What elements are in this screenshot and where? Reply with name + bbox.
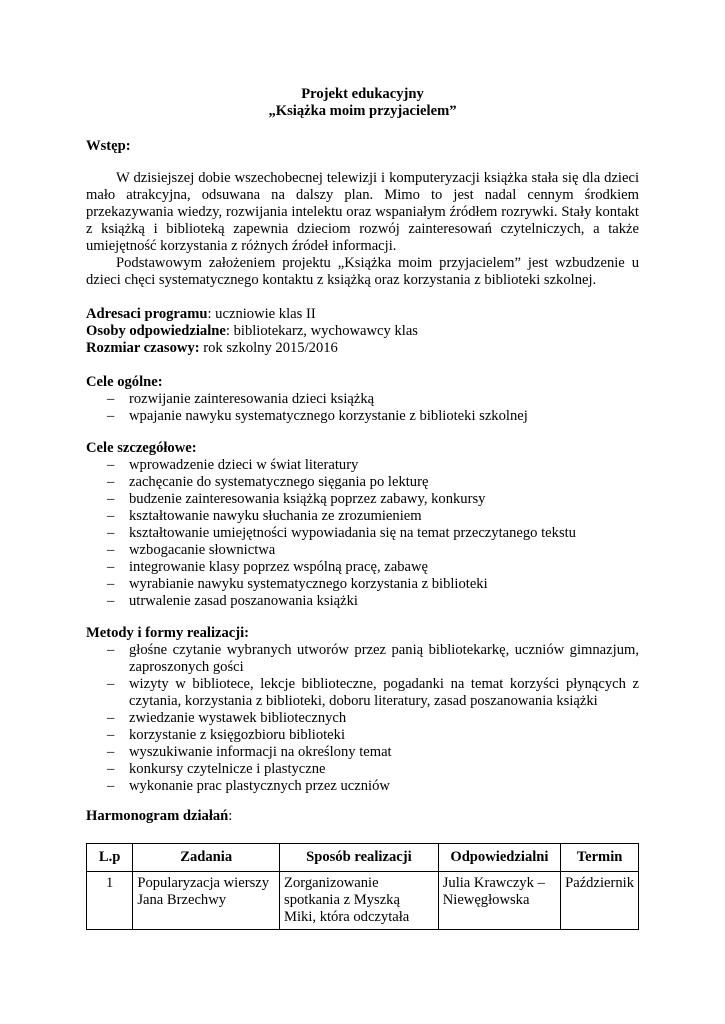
specific-goals-heading: Cele szczegółowe: <box>86 440 197 456</box>
list-item: – wprowadzenie dzieci w świat literatury <box>107 457 359 473</box>
column-header-tasks: Zadania <box>133 844 280 872</box>
schedule-heading-line <box>86 808 232 825</box>
dash-marker: – <box>107 761 115 777</box>
list-item: – wykonanie prac plastycznych przez uczniów <box>107 778 390 794</box>
time-label: Rozmiar czasowy: <box>86 340 200 356</box>
dash-marker: – <box>107 593 115 609</box>
list-item: – zachęcanie do systematycznego sięgania po lekturę <box>107 474 429 490</box>
column-header-responsible: Odpowiedzialni <box>438 844 560 872</box>
dash-marker: – <box>107 576 115 592</box>
list-item: – wyszukiwanie informacji na określony temat <box>107 744 392 760</box>
methods-list <box>86 642 639 795</box>
schedule-heading-colon: : <box>228 808 233 824</box>
cell-lp: 1 <box>87 872 133 930</box>
recipients-label: Adresaci programu <box>86 306 208 322</box>
dash-marker: – <box>107 559 115 575</box>
general-goals-heading: Cele ogólne: <box>86 374 163 390</box>
methods-heading: Metody i formy realizacji: <box>86 625 250 641</box>
list-item: – integrowanie klasy poprzez wspólną pracę, zabawę <box>107 559 429 575</box>
dash-marker: – <box>107 542 115 558</box>
dash-marker: – <box>107 710 115 726</box>
cell-term: Październik <box>561 872 639 930</box>
list-item: – kształtowanie nawyku słuchania ze zrozumieniem <box>107 508 422 524</box>
dash-marker: – <box>107 491 115 507</box>
list-item: – głośne czytanie wybranych utworów przez panią bibliotekarkę, uczniów gimnazjum, zaproszonych gości <box>107 642 639 675</box>
cell-task: Popularyzacja wierszy Jana Brzechwy <box>133 872 280 930</box>
recipients-line <box>86 306 316 323</box>
list-item: – zwiedzanie wystawek bibliotecznych <box>107 710 347 726</box>
dash-marker: – <box>107 391 115 407</box>
document-title-line1: Projekt edukacyjny <box>301 86 424 102</box>
list-item: – korzystanie z księgozbioru biblioteki <box>107 727 346 743</box>
responsible-line <box>86 323 418 340</box>
list-item: – rozwijanie zainteresowania dzieci książką <box>107 391 375 407</box>
recipients-value: : uczniowie klas II <box>207 306 316 322</box>
responsible-value: : bibliotekarz, wychowawcy klas <box>225 323 418 339</box>
schedule-heading: Harmonogram działań <box>86 808 229 824</box>
general-goals-list <box>86 391 639 425</box>
list-item: – budzenie zainteresowania książką poprzez zabawy, konkursy <box>107 491 486 507</box>
schedule-table <box>86 843 639 930</box>
dash-marker: – <box>107 525 115 541</box>
dash-marker: – <box>107 727 115 743</box>
dash-marker: – <box>107 408 115 424</box>
time-value: rok szkolny 2015/2016 <box>199 340 338 356</box>
list-item: – wzbogacanie słownictwa <box>107 542 276 558</box>
dash-marker: – <box>107 474 115 490</box>
list-item: – wizyty w bibliotece, lekcje biblioteczne, pogadanki na temat korzyści płynących z czytania, korzystania z biblioteki, doboru literatury, zasad poszanowania książki <box>107 676 639 709</box>
intro-paragraph-1: W dzisiejszej dobie wszechobecnej telewizji i komputeryzacji książka stała się dla dzieci mało atrakcyjna, odsuwana na dalszy plan. Mimo to jest nadal cennym środkiem przekazywania wiedzy, rozwijania intelektu oraz wspaniałym źródłem rozrywki. Stały kontakt z książką i biblioteką zapewnia dzieciom rozwój zainteresowań czytelniczych, a także umiejętność korzystania z różnych źródeł informacji. <box>86 170 639 254</box>
list-item: – wpajanie nawyku systematycznego korzystanie z biblioteki szkolnej <box>107 408 528 424</box>
responsible-label: Osoby odpowiedzialne <box>86 323 226 339</box>
column-header-term: Termin <box>561 844 639 872</box>
intro-paragraph-2: Podstawowym założeniem projektu „Książka moim przyjacielem” jest wzbudzenie u dzieci chęci systematycznego kontaktu z książką oraz korzystania z biblioteki szkolnej. <box>86 255 639 288</box>
document-title-line2: „Książka moim przyjacielem” <box>268 103 457 119</box>
list-item: – kształtowanie umiejętności wypowiadania się na temat przeczytanego tekstu <box>107 525 576 541</box>
time-line <box>86 340 338 357</box>
cell-responsible: Julia Krawczyk – Niewęgłowska <box>438 872 560 930</box>
column-header-lp: L.p <box>87 844 133 872</box>
list-item: – wyrabianie nawyku systematycznego korzystania z biblioteki <box>107 576 488 592</box>
specific-goals-list <box>86 457 639 610</box>
dash-marker: – <box>107 778 115 794</box>
table-row <box>87 872 639 930</box>
list-item: – utrwalenie zasad poszanowania książki <box>107 593 358 609</box>
dash-marker: – <box>107 508 115 524</box>
intro-heading: Wstęp: <box>86 138 131 154</box>
column-header-method: Sposób realizacji <box>280 844 439 872</box>
table-header-row <box>87 844 639 872</box>
dash-marker: – <box>107 457 115 473</box>
dash-marker: – <box>107 642 115 658</box>
dash-marker: – <box>107 744 115 760</box>
dash-marker: – <box>107 676 115 692</box>
list-item: – konkursy czytelnicze i plastyczne <box>107 761 326 777</box>
cell-method: Zorganizowanie spotkania z Myszką Miki, która odczytała <box>280 872 439 930</box>
